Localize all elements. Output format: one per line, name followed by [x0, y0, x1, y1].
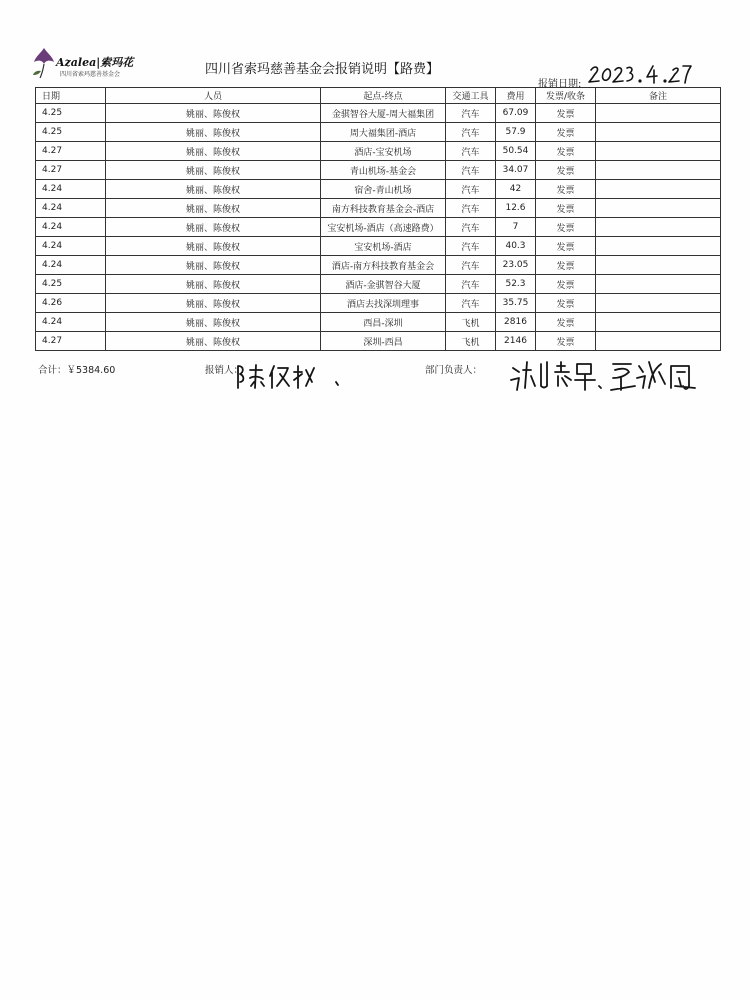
cell-cost: 40.3 — [496, 237, 536, 256]
cell-people: 姚丽、陈俊权 — [106, 332, 321, 351]
cell-remarks — [596, 180, 721, 199]
cell-people: 姚丽、陈俊权 — [106, 123, 321, 142]
handwritten-report-date — [585, 60, 695, 88]
header-route: 起点-终点 — [321, 88, 446, 104]
cell-remarks — [596, 123, 721, 142]
table-row — [36, 313, 721, 332]
header-transport: 交通工具 — [446, 88, 496, 104]
cell-route: 宿舍-青山机场 — [321, 180, 446, 199]
dept-head-signatures — [505, 356, 705, 396]
cell-cost: 12.6 — [496, 199, 536, 218]
cell-route: 酒店-金骐智谷大厦 — [321, 275, 446, 294]
table-row — [36, 199, 721, 218]
cell-receipt: 发票 — [536, 256, 596, 275]
cell-people: 姚丽、陈俊权 — [106, 294, 321, 313]
cell-transport: 汽车 — [446, 161, 496, 180]
cell-transport: 飞机 — [446, 332, 496, 351]
cell-remarks — [596, 218, 721, 237]
cell-remarks — [596, 275, 721, 294]
cell-transport: 飞机 — [446, 313, 496, 332]
cell-receipt: 发票 — [536, 332, 596, 351]
cell-cost: 23.05 — [496, 256, 536, 275]
cell-date: 4.25 — [36, 104, 106, 123]
cell-route: 酒店去找深圳理事 — [321, 294, 446, 313]
cell-people: 姚丽、陈俊权 — [106, 237, 321, 256]
cell-route: 青山机场-基金会 — [321, 161, 446, 180]
cell-transport: 汽车 — [446, 237, 496, 256]
cell-cost: 2816 — [496, 313, 536, 332]
cell-people: 姚丽、陈俊权 — [106, 104, 321, 123]
cell-cost: 7 — [496, 218, 536, 237]
cell-transport: 汽车 — [446, 142, 496, 161]
cell-receipt: 发票 — [536, 180, 596, 199]
cell-remarks — [596, 142, 721, 161]
header-people: 人员 — [106, 88, 321, 104]
cell-route: 酒店-宝安机场 — [321, 142, 446, 161]
table-row — [36, 104, 721, 123]
page-title: 四川省索玛慈善基金会报销说明【路费】 — [205, 62, 440, 77]
cell-receipt: 发票 — [536, 161, 596, 180]
table-row — [36, 256, 721, 275]
cell-transport: 汽车 — [446, 275, 496, 294]
table-row — [36, 161, 721, 180]
cell-remarks — [596, 237, 721, 256]
cell-route: 宝安机场-酒店（高速路费） — [321, 218, 446, 237]
table-body — [36, 104, 721, 351]
expense-table — [35, 87, 721, 351]
cell-remarks — [596, 294, 721, 313]
cell-cost: 34.07 — [496, 161, 536, 180]
header-date: 日期 — [36, 88, 106, 104]
cell-route: 宝安机场-酒店 — [321, 237, 446, 256]
cell-receipt: 发票 — [536, 275, 596, 294]
cell-date: 4.24 — [36, 218, 106, 237]
cell-people: 姚丽、陈俊权 — [106, 199, 321, 218]
cell-date: 4.25 — [36, 275, 106, 294]
cell-cost: 67.09 — [496, 104, 536, 123]
cell-receipt: 发票 — [536, 294, 596, 313]
cell-remarks — [596, 199, 721, 218]
logo-brand-text: Azalea|索玛花 — [56, 56, 134, 69]
cell-date: 4.24 — [36, 237, 106, 256]
header-cost: 费用 — [496, 88, 536, 104]
header-remarks: 备注 — [596, 88, 721, 104]
cell-date: 4.27 — [36, 161, 106, 180]
cell-receipt: 发票 — [536, 218, 596, 237]
cell-transport: 汽车 — [446, 123, 496, 142]
cell-remarks — [596, 332, 721, 351]
cell-date: 4.27 — [36, 142, 106, 161]
claimant-label: 报销人： — [205, 365, 244, 376]
cell-people: 姚丽、陈俊权 — [106, 275, 321, 294]
cell-cost: 52.3 — [496, 275, 536, 294]
table-row — [36, 294, 721, 313]
total-amount: 合计：￥5384.60 — [38, 365, 116, 376]
cell-transport: 汽车 — [446, 218, 496, 237]
cell-route: 南方科技教育基金会-酒店 — [321, 199, 446, 218]
cell-people: 姚丽、陈俊权 — [106, 180, 321, 199]
dept-head-label: 部门负责人： — [425, 365, 483, 376]
cell-cost: 42 — [496, 180, 536, 199]
table-row — [36, 237, 721, 256]
cell-cost: 50.54 — [496, 142, 536, 161]
cell-remarks — [596, 256, 721, 275]
cell-route: 深圳-西昌 — [321, 332, 446, 351]
cell-transport: 汽车 — [446, 104, 496, 123]
logo-subtitle: 四川省索玛慈善基金会 — [60, 71, 121, 78]
cell-date: 4.24 — [36, 199, 106, 218]
claimant-signature — [232, 360, 352, 392]
cell-receipt: 发票 — [536, 237, 596, 256]
cell-people: 姚丽、陈俊权 — [106, 161, 321, 180]
cell-cost: 2146 — [496, 332, 536, 351]
cell-remarks — [596, 313, 721, 332]
cell-date: 4.26 — [36, 294, 106, 313]
cell-transport: 汽车 — [446, 180, 496, 199]
table-row — [36, 123, 721, 142]
cell-date: 4.25 — [36, 123, 106, 142]
cell-people: 姚丽、陈俊权 — [106, 256, 321, 275]
table-row — [36, 180, 721, 199]
cell-transport: 汽车 — [446, 199, 496, 218]
cell-people: 姚丽、陈俊权 — [106, 142, 321, 161]
cell-route: 周大福集团-酒店 — [321, 123, 446, 142]
cell-people: 姚丽、陈俊权 — [106, 313, 321, 332]
table-row — [36, 142, 721, 161]
cell-route: 西昌-深圳 — [321, 313, 446, 332]
report-date-label: 报销日期: — [538, 79, 582, 90]
table-row — [36, 275, 721, 294]
table-row — [36, 332, 721, 351]
cell-transport: 汽车 — [446, 256, 496, 275]
cell-receipt: 发票 — [536, 142, 596, 161]
table-header-row — [36, 88, 721, 104]
header-receipt: 发票/收条 — [536, 88, 596, 104]
cell-receipt: 发票 — [536, 123, 596, 142]
cell-people: 姚丽、陈俊权 — [106, 218, 321, 237]
cell-receipt: 发票 — [536, 104, 596, 123]
cell-cost: 57.9 — [496, 123, 536, 142]
cell-route: 酒店-南方科技教育基金会 — [321, 256, 446, 275]
table-row — [36, 218, 721, 237]
cell-receipt: 发票 — [536, 199, 596, 218]
cell-cost: 35.75 — [496, 294, 536, 313]
cell-date: 4.27 — [36, 332, 106, 351]
foundation-logo — [30, 44, 160, 80]
cell-route: 金骐智谷大厦-周大福集团 — [321, 104, 446, 123]
cell-date: 4.24 — [36, 256, 106, 275]
cell-remarks — [596, 104, 721, 123]
cell-date: 4.24 — [36, 313, 106, 332]
cell-remarks — [596, 161, 721, 180]
azalea-flower-icon — [30, 44, 58, 80]
cell-receipt: 发票 — [536, 313, 596, 332]
cell-date: 4.24 — [36, 180, 106, 199]
cell-transport: 汽车 — [446, 294, 496, 313]
